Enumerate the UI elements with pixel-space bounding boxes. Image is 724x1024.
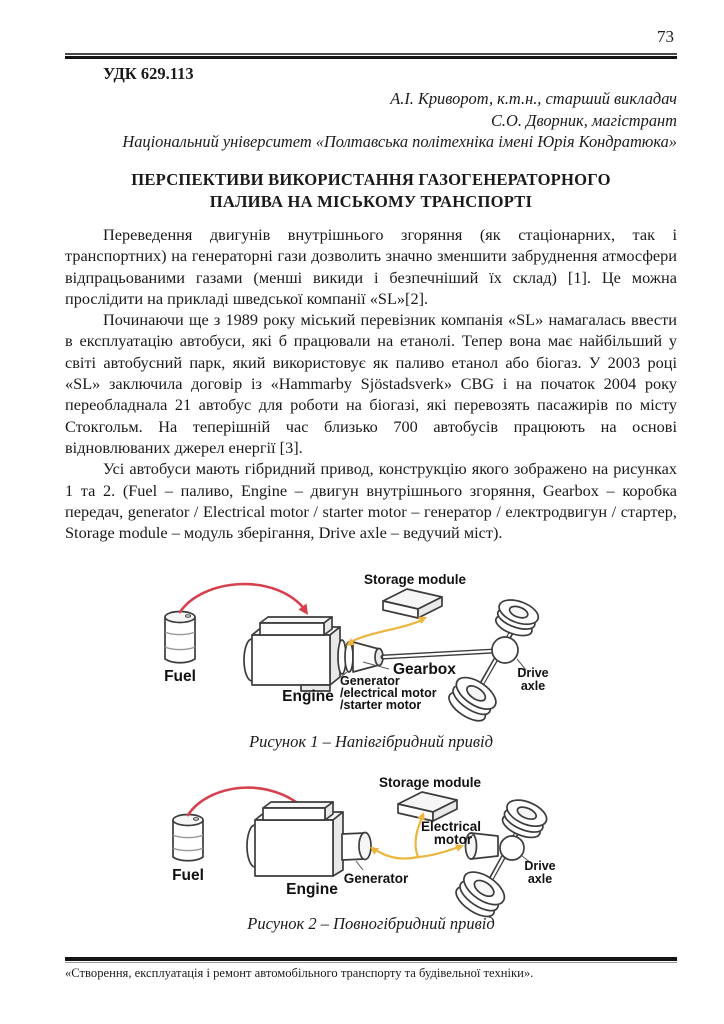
footer-rule	[65, 957, 677, 963]
author-1: А.І. Криворот, к.т.н., старший викладач	[390, 89, 677, 108]
gearbox-cone	[353, 642, 383, 672]
footer-text: «Створення, експлуатація і ремонт автомобільного транспорту та будівельної техніки».	[65, 966, 534, 980]
figure-1-caption: Рисунок 1 – Напівгібридний привід	[249, 732, 493, 751]
header-rule	[65, 53, 677, 59]
author-2: С.О. Дворник, магістрант	[490, 110, 677, 130]
paragraph-3: Усі автобуси мають гібридний привод, конструкцію якого зображено на рисунках 1 та 2. (Fuel – паливо, Engine – двигун внутрішнього згоряння, Gearbox – коробка передач, generator / Electrical motor / starter motor – генератор / електродвигун / стартер, Storage module – модуль зберігання, Drive axle – ведучий міст).	[65, 459, 677, 543]
fuel-barrel-icon	[173, 815, 203, 861]
author-block	[65, 88, 677, 153]
wheel-front	[443, 671, 501, 727]
storage-module-label: Storage module	[378, 775, 482, 790]
storage-module-box	[383, 589, 442, 618]
article-body	[65, 224, 677, 543]
fuel-label: Fuel	[164, 668, 196, 685]
drive-axle-label-line2: axle	[520, 679, 546, 693]
page-number: 73	[657, 27, 674, 46]
generator-label-line1: Generator	[340, 674, 400, 688]
figure-2-caption: Рисунок 2 – Повногібридний привід	[247, 914, 495, 933]
fuel-flow-arrow	[180, 584, 308, 615]
engine-label: Engine	[286, 881, 338, 898]
article-title	[65, 169, 677, 212]
storage-module-box	[398, 792, 457, 821]
generator-label-line2: /electrical motor	[340, 686, 437, 700]
figure-1-semi-hybrid-diagram	[105, 560, 585, 728]
storage-module-label: Storage module	[363, 572, 467, 587]
drive-axle-assembly	[451, 795, 551, 920]
wheel-front	[451, 866, 510, 920]
paragraph-2: Починаючи ще з 1989 року міський перевізник компанія «SL» намагалась ввести в експлуатацію автобуси, які б працювали на етанолі. Тепер вона має найбільший у світі автобусний парк, який використовує як паливо етанол або біогаз. У 2003 році «SL» заключила договір із «Hammarby Sjöstadsverk» CBG і на початок 2004 року переобладнала 21 автобус для роботи на біогазі, які перевозять пасажирів по місту Стокгольм. На теперішній час близько 700 автобусів працюють на основі відновлюваних джерел енергії [3].	[65, 310, 677, 457]
figure-2-canvas	[160, 762, 590, 920]
paragraph-1: Переведення двигунів внутрішнього згоряння (як стаціонарних, так і транспортних) на генераторні гази дозволить значно зменшити забруднення атмосфери відпрацьованими газами (менші викиди і безпечніший їх склад) [1]. Це можна прослідити на прикладі шведської компанії «SL»[2].	[65, 225, 677, 308]
engine-label: Engine	[282, 688, 334, 705]
electric-wire	[346, 617, 427, 646]
differential	[492, 637, 518, 663]
drive-axle-label-line1: Drive	[517, 666, 549, 680]
engine-box	[244, 617, 340, 691]
drive-axle-label-line1: Drive	[524, 859, 556, 873]
fuel-label: Fuel	[172, 867, 204, 884]
drive-shaft	[383, 651, 495, 657]
differential	[500, 836, 524, 860]
generator-callout-line	[356, 861, 363, 870]
figure-2-full-hybrid-diagram	[160, 762, 590, 920]
generator-label: Generator	[343, 871, 409, 886]
electrical-motor-label-line1: Electrical	[420, 819, 482, 834]
article-title-line2: ПАЛИВА НА МІСЬКОМУ ТРАНСПОРТІ	[209, 191, 533, 211]
engine-box	[247, 802, 343, 876]
gearbox-label: Gearbox	[393, 661, 456, 678]
electrical-motor-label-line2: motor	[433, 832, 473, 847]
affiliation: Національний університет «Полтавська політехніка імені Юрія Кондратюка»	[122, 132, 677, 151]
wheel-rear	[498, 795, 550, 843]
article-title-line1: ПЕРСПЕКТИВИ ВИКОРИСТАННЯ ГАЗОГЕНЕРАТОРНОГО	[131, 170, 611, 189]
wheel-rear	[492, 595, 542, 640]
fuel-barrel-icon	[165, 612, 195, 663]
drive-axle-assembly	[443, 595, 541, 727]
udc-code: УДК 629.113	[103, 64, 194, 83]
generator-label-line3: /starter motor	[340, 698, 422, 712]
generator-cylinder	[342, 833, 371, 861]
figure-1-canvas	[105, 560, 585, 728]
drive-axle-label-line2: axle	[527, 872, 553, 886]
